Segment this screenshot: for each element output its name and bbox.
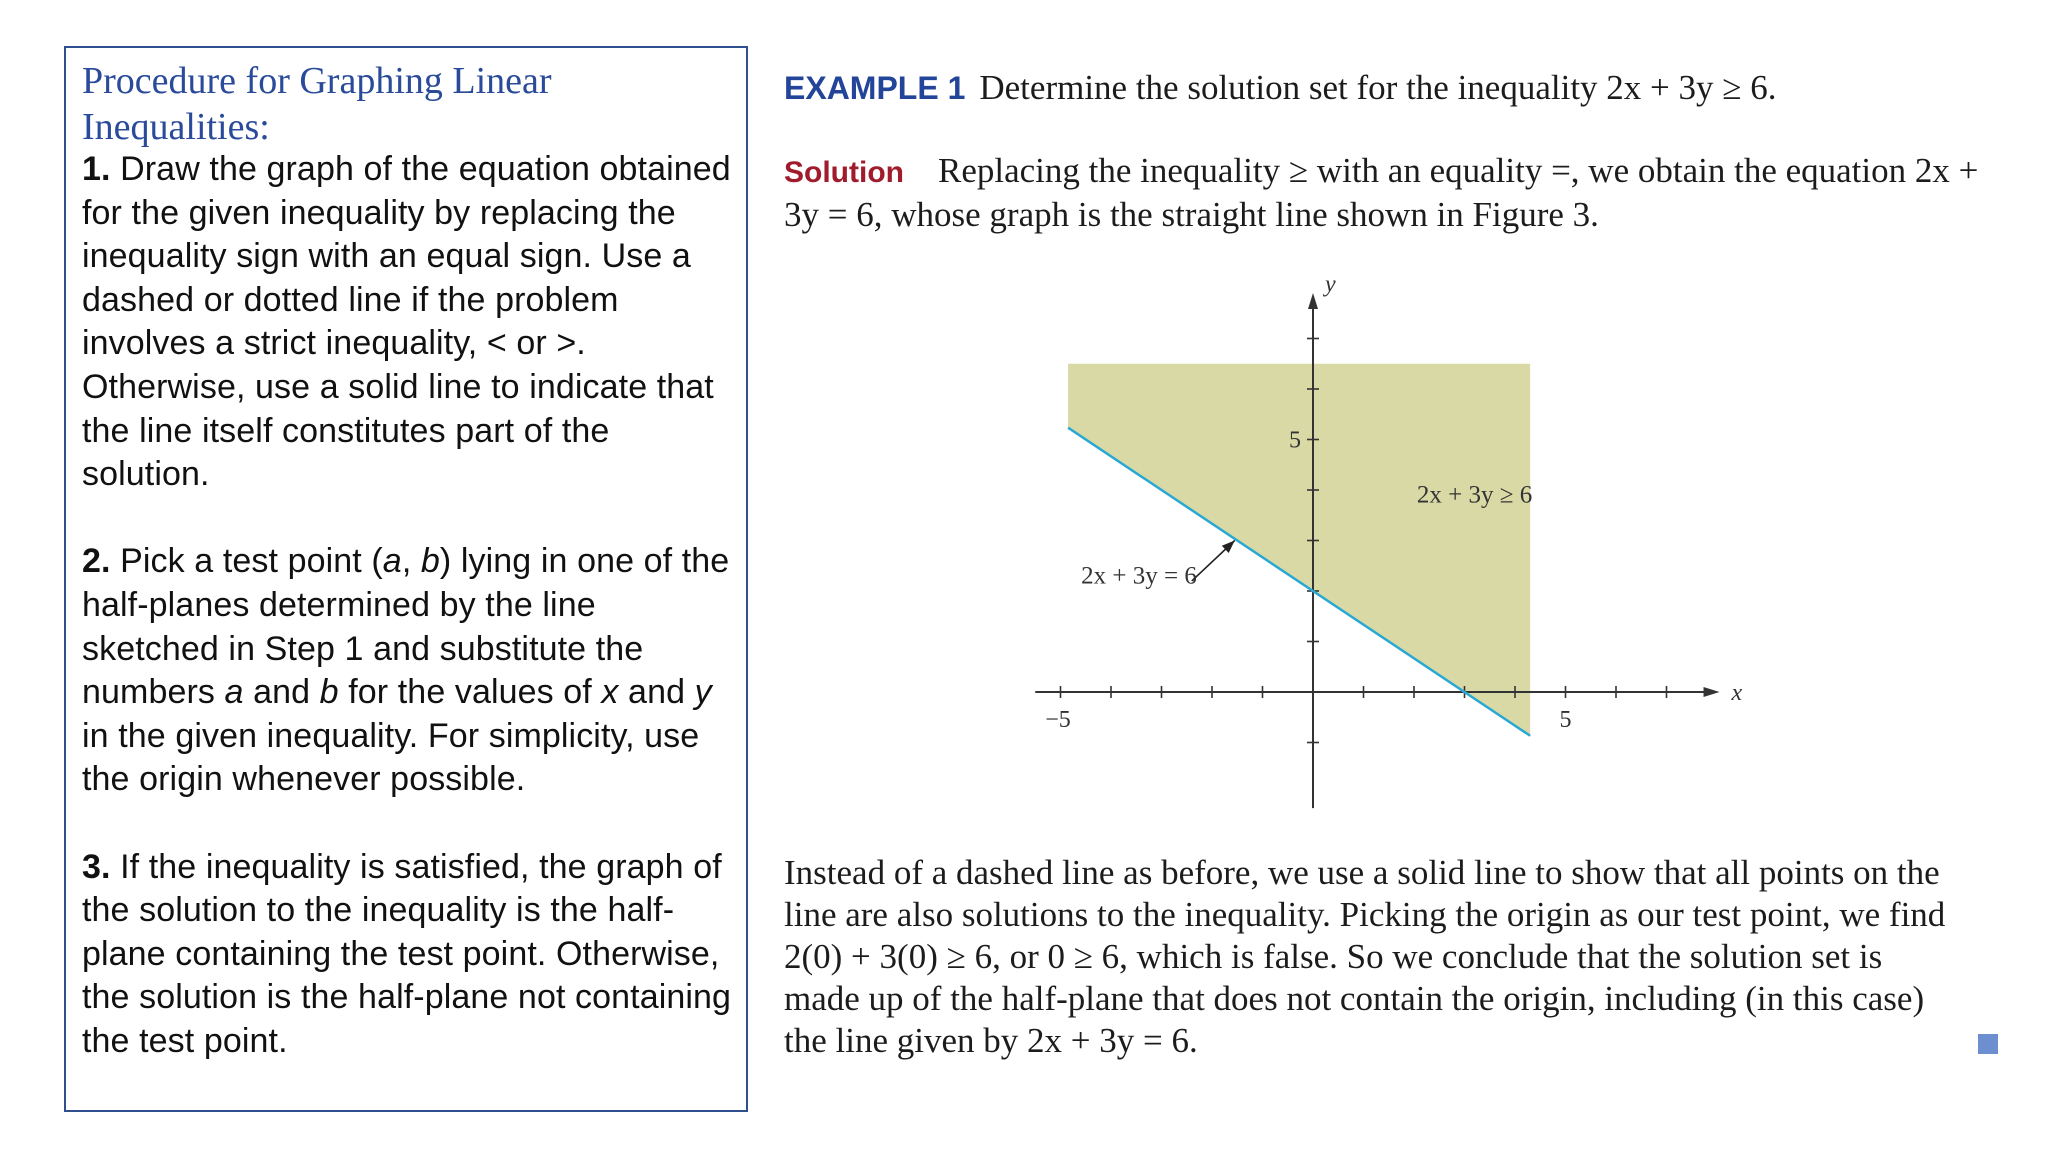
step-number: 1.	[82, 150, 111, 188]
paragraph-line: made up of the half-plane that does not contain the origin, including (in this case)	[784, 979, 1925, 1018]
y-tick-label-5: 5	[1289, 427, 1301, 454]
step-var-b: b	[420, 542, 440, 581]
step-var-a: a	[382, 542, 402, 581]
x-axis-arrow-icon	[1704, 687, 1720, 697]
example-heading	[784, 68, 1777, 108]
paragraph-line: 2(0) + 3(0) ≥ 6, or 0 ≥ 6, which is false. So we conclude that the solution set is	[784, 937, 1883, 976]
procedure-step-2	[82, 540, 732, 802]
paragraph-line: line are also solutions to the inequality. Picking the origin as our test point, we find	[784, 895, 1946, 934]
step-text: for the values of	[338, 673, 602, 712]
end-of-example-marker	[1978, 1034, 1998, 1054]
procedure-step-1	[82, 148, 732, 497]
step-var-a: a	[224, 673, 244, 712]
step-text: Draw the graph of the equation obtained for the given inequality by replacing the inequality sign with an equal sign. Use a dashed or dotted line if the problem involves a strict inequality, < or >. Otherwise, use a solid line to indicate that the line itself constitutes part of the solution.	[82, 150, 731, 494]
y-axis-arrow-icon	[1308, 293, 1318, 309]
procedure-step-3	[82, 846, 732, 1064]
solution-block	[784, 150, 1984, 236]
solution-label: Solution	[784, 156, 904, 189]
x-axis-label: x	[1731, 680, 1743, 706]
x-tick-label-5: 5	[1559, 707, 1572, 733]
step-text: and	[243, 673, 320, 712]
step-number: 2.	[82, 542, 111, 581]
step-var-b: b	[319, 673, 339, 712]
y-axis-label: y	[1325, 280, 1336, 298]
solution-text: Replacing the inequality ≥ with an equality =, we obtain the equation 2x + 3y = 6, whose graph is the straight line shown in Figure 3.	[784, 151, 1979, 234]
step-text: ,	[401, 542, 421, 581]
example-text: Determine the solution set for the inequality 2x + 3y ≥ 6.	[979, 68, 1777, 107]
step-text: and	[618, 673, 695, 712]
procedure-title: Procedure for Graphing Linear Inequalities:	[82, 60, 552, 148]
procedure-box	[64, 46, 748, 1112]
region-inequality-label: 2x + 3y ≥ 6	[1416, 481, 1533, 509]
figure-3-graph	[1020, 280, 1760, 820]
example-label: EXAMPLE 1	[784, 70, 966, 106]
step-text: in the given inequality. For simplicity, use the origin whenever possible.	[82, 716, 700, 799]
step-var-x: x	[601, 673, 619, 712]
step-var-y: y	[694, 673, 712, 712]
solution-region	[1068, 364, 1533, 736]
paragraph-line: Instead of a dashed line as before, we use a solid line to show that all points on the	[784, 853, 1940, 892]
step-text: If the inequality is satisfied, the graph of the solution to the inequality is the half-plane containing the test point. Otherwise, the solution is the half-plane not containing the test point.	[82, 847, 732, 1060]
paragraph-line: the line given by 2x + 3y = 6.	[784, 1021, 1198, 1060]
x-tick-label-neg5: −5	[1045, 707, 1071, 733]
explanation-paragraph	[784, 852, 2004, 1062]
line-equation-label: 2x + 3y = 6	[1081, 562, 1197, 590]
step-number: 3.	[82, 847, 111, 886]
step-text: Pick a test point (	[110, 542, 383, 581]
step-text: ) lying in one of the half-planes determined by the line sketched in Step 1 and substitute the numbers	[82, 542, 730, 712]
inequality-graph	[1020, 280, 1760, 820]
